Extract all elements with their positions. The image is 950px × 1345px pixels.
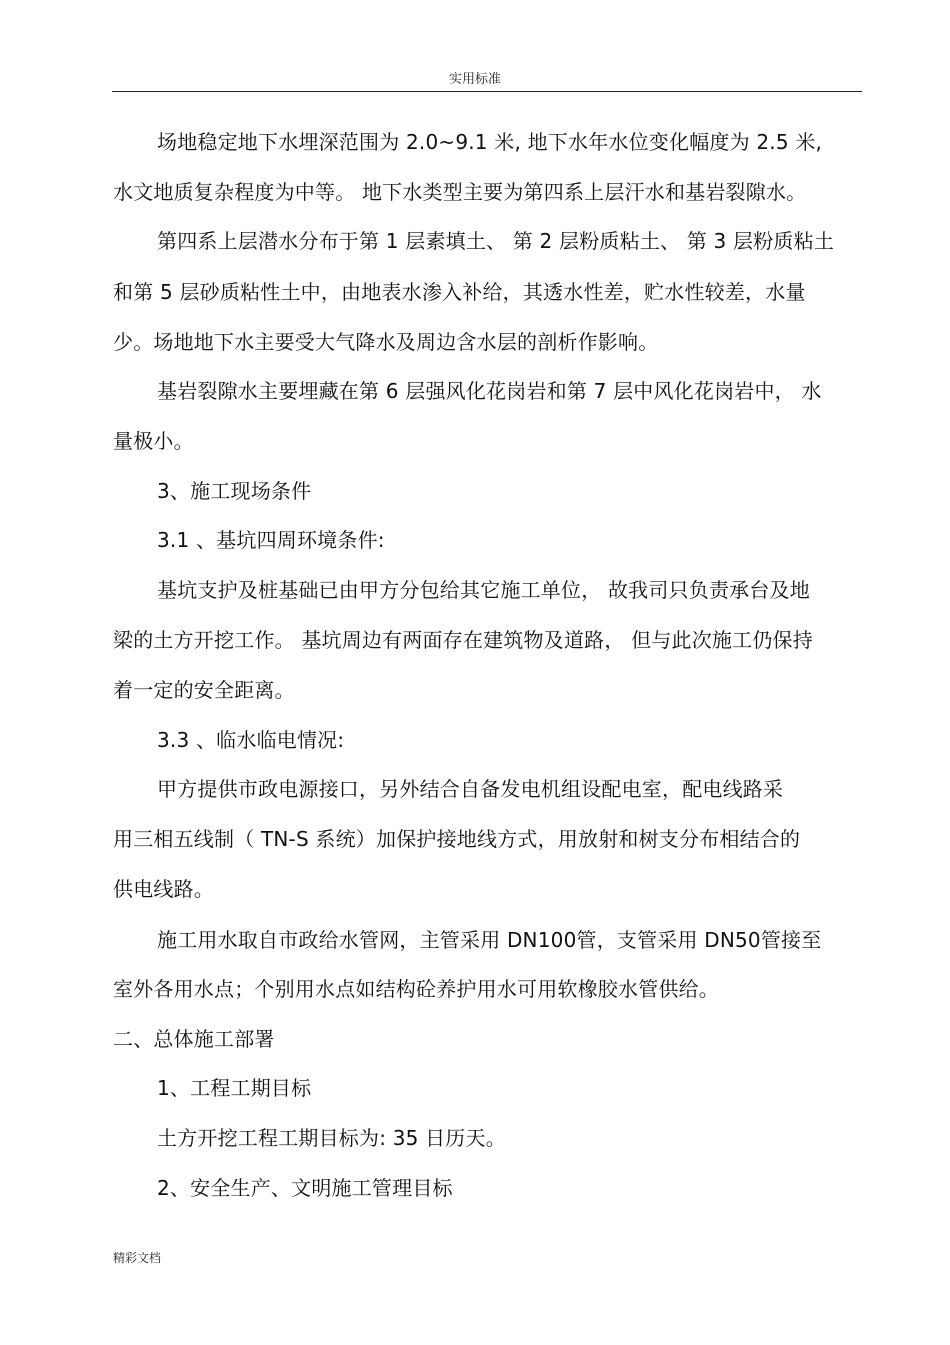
paragraph-line: 梁的土方开挖工作。 基坑周边有两面存在建筑物及道路， 但与此次施工仍保持 <box>113 628 813 652</box>
header-rule <box>112 91 862 92</box>
paragraph-line: 第四系上层潜水分布于第 1 层素填土、 第 2 层粉质粘土、 第 3 层粉质粘土 <box>157 229 835 253</box>
paragraph-line: 少。场地地下水主要受大气降水及周边含水层的剖析作影响。 <box>113 330 659 354</box>
subsection-heading: 3.1 、基坑四周环境条件: <box>157 528 385 552</box>
subsection-heading: 1、工程工期目标 <box>157 1076 312 1100</box>
paragraph-line: 供电线路。 <box>113 877 214 901</box>
section-heading: 二、总体施工部署 <box>113 1027 275 1051</box>
subsection-heading: 3.3 、临水临电情况: <box>157 728 345 752</box>
paragraph-line: 水文地质复杂程度为中等。 地下水类型主要为第四系上层汗水和基岩裂隙水。 <box>113 180 807 204</box>
paragraph-line: 施工用水取自市政给水管网，主管采用 DN100管，支管采用 DN50管接至 <box>157 928 822 952</box>
paragraph-line: 和第 5 层砂质粘性土中，由地表水渗入补给，其透水性差，贮水性较差，水量 <box>113 280 806 304</box>
section-heading: 3、施工现场条件 <box>157 479 312 503</box>
paragraph-line: 场地稳定地下水埋深范围为 2.0~9.1 米, 地下水年水位变化幅度为 2.5 米, <box>157 130 823 154</box>
paragraph-line: 甲方提供市政电源接口，另外结合自备发电机组设配电室，配电线路采 <box>157 777 784 801</box>
page-header: 实用标准 <box>448 72 501 87</box>
paragraph-line: 基岩裂隙水主要埋藏在第 6 层强风化花岗岩和第 7 层中风化花岗岩中， 水 <box>157 379 822 403</box>
paragraph-line: 土方开挖工程工期目标为: 35 日历天。 <box>157 1126 506 1150</box>
paragraph-line: 着一定的安全距离。 <box>113 678 295 702</box>
paragraph-line: 用三相五线制（ TN-S 系统）加保护接地线方式，用放射和树支分布相结合的 <box>113 827 801 851</box>
paragraph-line: 基坑支护及桩基础已由甲方分包给其它施工单位， 故我司只负责承台及地 <box>157 578 810 602</box>
subsection-heading: 2、安全生产、文明施工管理目标 <box>157 1176 453 1200</box>
paragraph-line: 室外各用水点；个别用水点如结构砼养护用水可用软橡胶水管供给。 <box>113 977 719 1001</box>
page-footer: 精彩文档 <box>113 1251 162 1265</box>
paragraph-line: 量极小。 <box>113 429 194 453</box>
